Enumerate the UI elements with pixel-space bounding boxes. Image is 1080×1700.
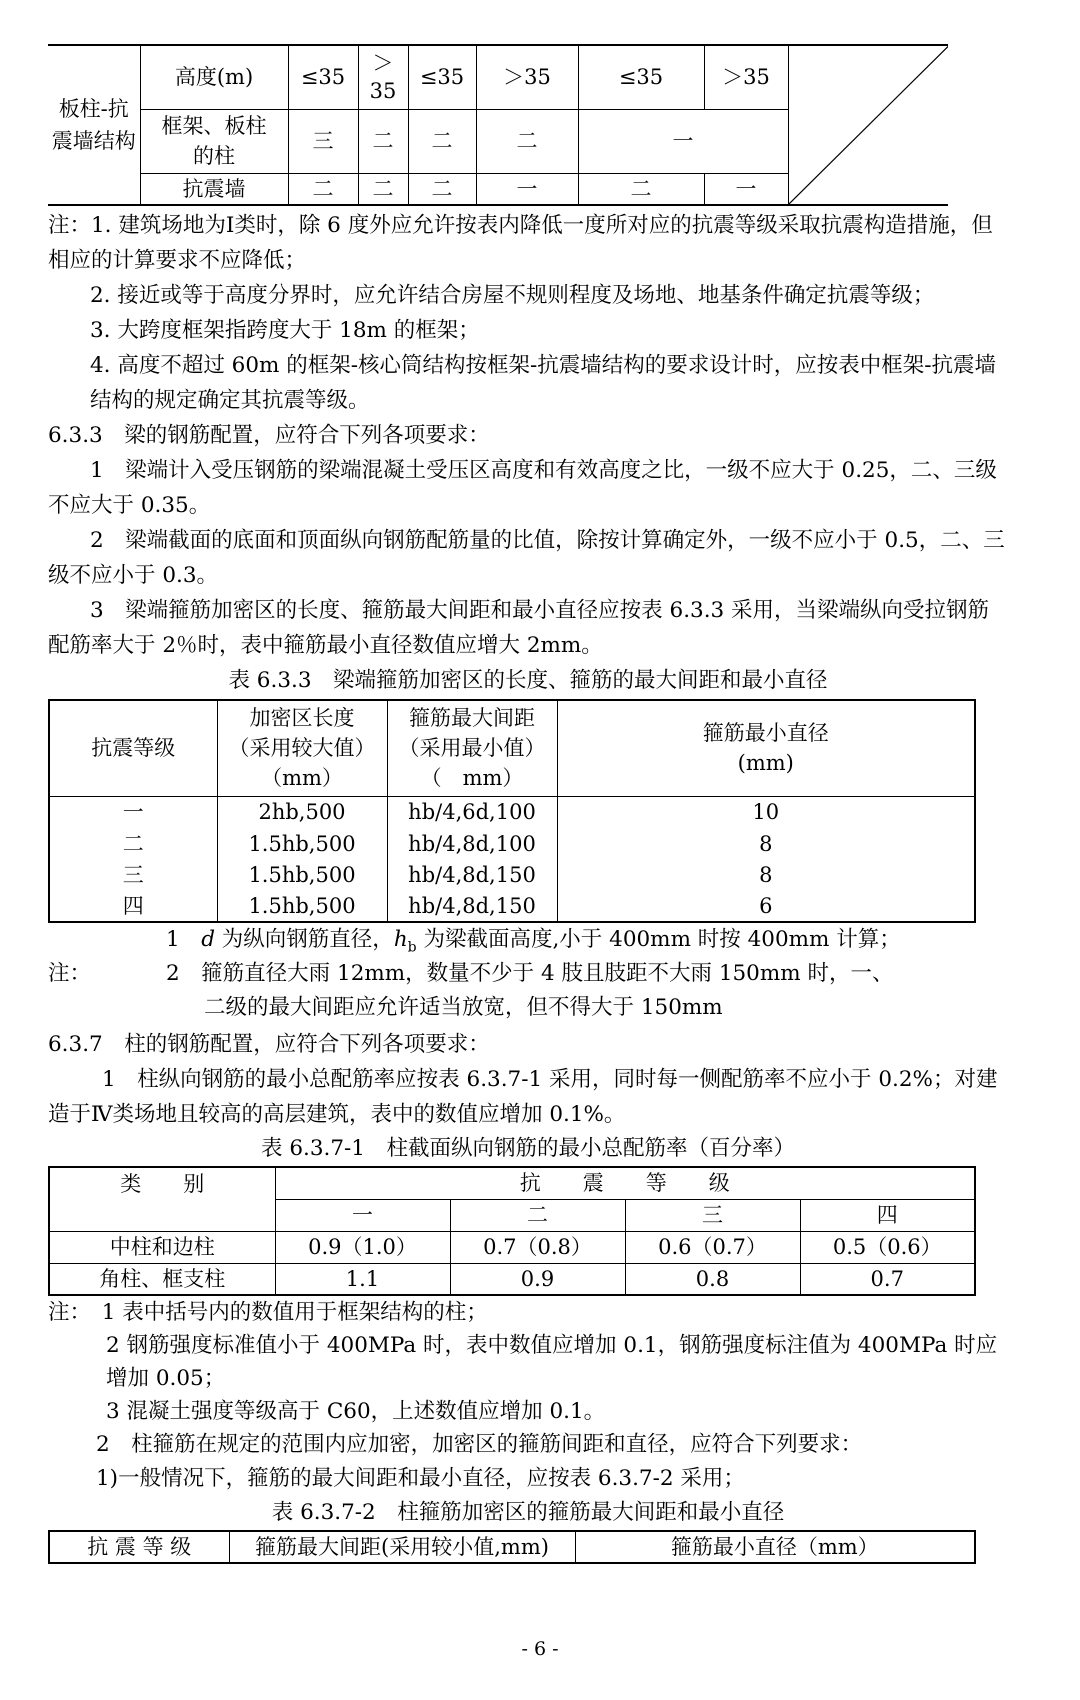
row-label: 中柱和边柱 (49, 1231, 275, 1263)
table-6-3-7-2 (48, 1530, 976, 1564)
note-paragraph: 2. 接近或等于高度分界时，应允许结合房屋不规则程度及场地、地基条件确定抗震等级； (90, 283, 935, 308)
paragraph: 3 梁端箍筋加密区的长度、箍筋最大间距和最小直径应按表 6.3.3 采用，当梁端纵向受拉钢筋配筋率大于 2％时，表中箍筋最小直径数值应增大 2mm。 (48, 598, 990, 658)
cell: 二 (408, 173, 476, 205)
note-paragraph: 4. 高度不超过 60m 的框架-核心筒结构按框架-抗震墙结构的要求设计时，应按表中框架-抗震墙结构的规定确定其抗震等级。 (90, 353, 997, 413)
grade-header: 三 (625, 1199, 800, 1231)
cell: ＞35 (476, 45, 578, 109)
table-cell: 0.6（0.7） (625, 1231, 800, 1263)
table-cell: 0.7 (800, 1263, 975, 1295)
cell: ＞35 (358, 45, 408, 109)
page-number: - 6 - (521, 1638, 559, 1660)
table-cell: 一 (49, 796, 217, 828)
table-cell: 8 (557, 828, 975, 859)
cell: 二 (476, 109, 578, 173)
table-cell: 6 (557, 890, 975, 922)
table-cell: hb/4,8d,150 (387, 859, 557, 890)
cell: 一 (476, 173, 578, 205)
cell: ≤35 (578, 45, 704, 109)
table-cell: 四 (49, 890, 217, 922)
cell: 三 (288, 109, 358, 173)
paragraph: 1)一般情况下，箍筋的最大间距和最小直径，应按表 6.3.7-2 采用； (96, 1466, 745, 1491)
notes-table-6-3-7-1 (48, 1296, 1008, 1428)
header-category: 类 别 (49, 1167, 275, 1199)
cell: 一 (704, 173, 788, 205)
paragraph: 1 柱纵向钢筋的最小总配筋率应按表 6.3.7-1 采用，同时每一侧配筋率不应小于 0.2%；对建造于Ⅳ类场地且较高的高层建筑，表中的数值应增加 0.1%。 (48, 1067, 998, 1127)
note-line: 2 箍筋直径大雨 12mm，数量不少于 4 肢且肢距不大雨 150mm 时，一、 (166, 961, 894, 986)
grade-header: 二 (450, 1199, 625, 1231)
table-cell: 1.5hb,500 (217, 890, 387, 922)
diagonal-empty-cell (788, 45, 948, 205)
section-heading-6-3-3: 6.3.3 梁的钢筋配置，应符合下列各项要求： (48, 423, 490, 448)
row-label: 角柱、框支柱 (49, 1263, 275, 1295)
table-cell: 三 (49, 859, 217, 890)
table-cell: 1.5hb,500 (217, 859, 387, 890)
cell: 一 (578, 109, 788, 173)
table-caption-6-3-7-1: 表 6.3.7-1 柱截面纵向钢筋的最小总配筋率（百分率） (261, 1136, 795, 1161)
cell: 二 (578, 173, 704, 205)
table-cell: hb/4,6d,100 (387, 796, 557, 828)
cell: 二 (288, 173, 358, 205)
header-cell: 抗震等级 (49, 700, 217, 796)
notes-top (48, 208, 1008, 418)
table-cell: 1.1 (275, 1263, 450, 1295)
paragraph: 1 梁端计入受压钢筋的梁端混凝土受压区高度和有效高度之比，一级不应大于 0.25，二、三级不应大于 0.35。 (48, 458, 997, 518)
row-label-height: 高度(m) (140, 45, 288, 109)
note-paragraph: 注：1. 建筑场地为Ⅰ类时，除 6 度外应允许按表内降低一度所对应的抗震等级采取抗震构造措施，但相应的计算要求不应降低； (48, 213, 993, 273)
table-caption-6-3-3: 表 6.3.3 梁端箍筋加密区的长度、箍筋的最大间距和最小直径 (228, 668, 828, 693)
header-cell: 箍筋最大间距(采用较小值,mm) (229, 1531, 575, 1563)
table-cell: 0.8 (625, 1263, 800, 1295)
table-cell: 0.9（1.0） (275, 1231, 450, 1263)
note-line: 1 d 为纵向钢筋直径，$h_b$ 为梁截面高度,小于 400mm 时按 400mm 计算； (166, 927, 901, 956)
header-cell: 抗 震 等 级 (49, 1531, 229, 1563)
note-line: 注： 1 表中括号内的数值用于框架结构的柱； (48, 1300, 488, 1325)
header-cell: 箍筋最大间距 （采用最小值） （ mm） (387, 700, 557, 796)
table-cell: 0.9 (450, 1263, 625, 1295)
note-line: 2 钢筋强度标准值小于 400MPa 时，表中数值应增加 0.1，钢筋强度标注值为 400MPa 时应增加 0.05； (106, 1333, 998, 1391)
table-6-3-7-1 (48, 1166, 976, 1296)
document-page (48, 44, 1008, 1564)
paragraph: 2 梁端截面的底面和顶面纵向钢筋配筋量的比值，除按计算确定外，一级不应小于 0.5，二、三级不应小于 0.3。 (48, 528, 1005, 588)
cell: 二 (358, 109, 408, 173)
notes-table-6-3-3 (48, 923, 1008, 1027)
grade-header: 一 (275, 1199, 450, 1231)
cell: ≤35 (288, 45, 358, 109)
grade-header: 四 (800, 1199, 975, 1231)
table-cell: 二 (49, 828, 217, 859)
diagonal-line (789, 46, 949, 204)
row-label-shear-wall: 抗震墙 (140, 173, 288, 205)
table-cell: 10 (557, 796, 975, 828)
cell: ≤35 (408, 45, 476, 109)
header-cell: 加密区长度 （采用较大值） （mm） (217, 700, 387, 796)
notes-label: 注： (48, 961, 92, 986)
cell: ＞35 (704, 45, 788, 109)
table-cell: 2hb,500 (217, 796, 387, 828)
cell: 二 (408, 109, 476, 173)
table-cell: 0.5（0.6） (800, 1231, 975, 1263)
table-cell: 8 (557, 859, 975, 890)
header-cell: 箍筋最小直径（mm） (575, 1531, 975, 1563)
row-label-columns: 框架、板柱的柱 (140, 109, 288, 173)
table-caption-6-3-7-2: 表 6.3.7-2 柱箍筋加密区的箍筋最大间距和最小直径 (271, 1500, 785, 1525)
table-cell: 1.5hb,500 (217, 828, 387, 859)
note-paragraph: 3. 大跨度框架指跨度大于 18m 的框架； (90, 318, 480, 343)
paragraph: 2 柱箍筋在规定的范围内应加密，加密区的箍筋间距和直径，应符合下列要求： (96, 1432, 863, 1457)
table-seismic-grade-continued (48, 44, 948, 206)
header-grade: 抗 震 等 级 (275, 1167, 975, 1199)
header-category-blank (49, 1199, 275, 1231)
header-cell: 箍筋最小直径 (mm) (557, 700, 975, 796)
section-heading-6-3-7: 6.3.7 柱的钢筋配置，应符合下列各项要求： (48, 1032, 490, 1057)
structure-type-cell: 板柱-抗震墙结构 (48, 45, 140, 205)
note-line: 3 混凝土强度等级高于 C60，上述数值应增加 0.1。 (106, 1399, 606, 1424)
table-cell: 0.7（0.8） (450, 1231, 625, 1263)
table-cell: hb/4,8d,100 (387, 828, 557, 859)
note-line: 二级的最大间距应允许适当放宽，但不得大于 150mm (204, 995, 723, 1020)
cell: 二 (358, 173, 408, 205)
table-cell: hb/4,8d,150 (387, 890, 557, 922)
table-6-3-3 (48, 699, 976, 923)
